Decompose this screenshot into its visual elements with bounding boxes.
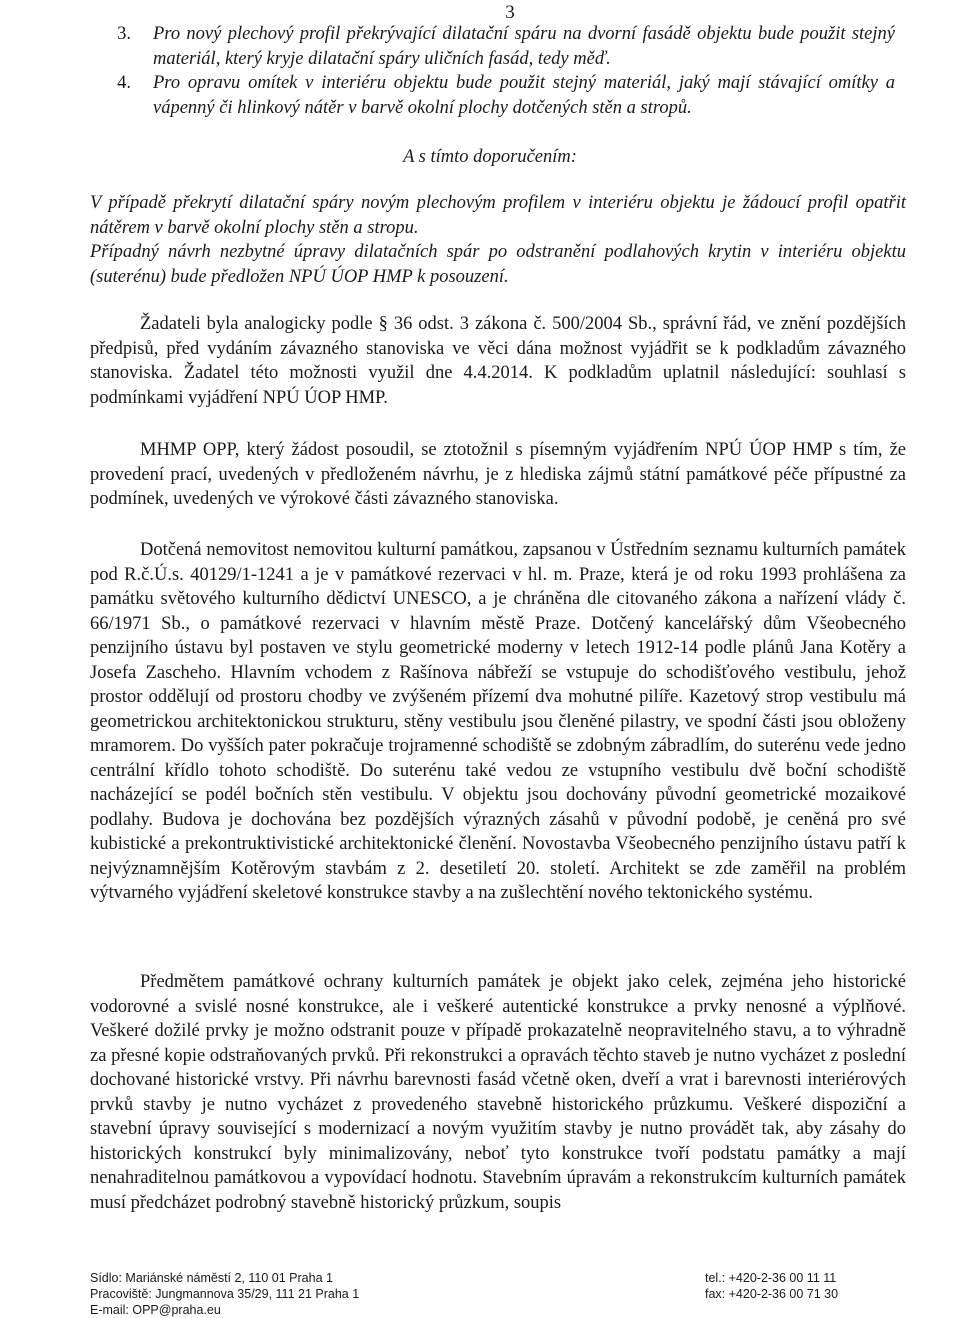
recommendation-block xyxy=(90,191,906,289)
footer-workplace: Pracoviště: Jungmannova 35/29, 111 21 Praha 1 xyxy=(90,1287,360,1301)
list-item xyxy=(95,71,895,120)
conditions-list xyxy=(95,22,895,120)
footer-fax: fax: +420-2-36 00 71 30 xyxy=(705,1287,839,1301)
recommendation-paragraph: V případě překrytí dilatační spáry novým plechovým profilem v interiéru objektu je žádoucí profil opatřit nátěrem v barvě okolní plochy stěn a stropu. xyxy=(90,193,906,238)
body-paragraph-block xyxy=(90,312,906,410)
recommendation-paragraph: Případný návrh nezbytné úpravy dilatačních spár po odstranění podlahových krytin v interiéru objektu (suterénu) bude předložen NPÚ ÚOP HMP k posouzení. xyxy=(90,242,906,287)
list-item xyxy=(95,22,895,71)
body-paragraph: MHMP OPP, který žádost posoudil, se ztotožnil s písemným vyjádřením NPÚ ÚOP HMP s tím, že provedení prací, uvedených v předloženém návrhu, je z hlediska zájmů státní památkové péče přípustné za podmínek, uvedených ve výrokové části závazného stanoviska. xyxy=(90,440,906,509)
body-paragraph: Dotčená nemovitost nemovitou kulturní památkou, zapsanou v Ústředním seznamu kulturních památek pod R.č.Ú.s. 40129/1-1241 a je v památkové rezervaci v hl. m. Praze, která je od roku 1993 prohlášena za památku světového kulturního dědictví UNESCO, a je chráněna dle citovaného zákona a nařízení vlády č. 66/1971 Sb., o památkové rezervaci v hlavním městě Praze. Dotčený kancelářský dům Všeobecného penzijního ústavu byl postaven ve stylu geometrické moderny v letech 1912-14 podle plánů Jana Kotěry a Josefa Zascheho. Hlavním vchodem z Rašínova nábřeží se vstupuje do schodišťového vestibulu, jehož prostor oddělují od prostoru chodby ve zvýšeném přízemí dva mohutné pilíře. Kazetový strop vestibulu má geometrickou architektonickou strukturu, stěny vestibulu jsou členěné pilastry, ve spodní části jsou obloženy mramorem. Do vyšších pater pokračuje trojramenné schodiště se zdobným zábradlím, do suterénu vede jedno centrální křídlo tohoto schodiště. Do suterénu také vedou ze vstupního vestibulu dvě boční schodiště nacházející se podél bočních stěn vestibulu. V objektu jsou dochovány původní geometrické mozaikové podlahy. Budova je dochována bez pozdějších výrazných zásahů v původní podobě, je ceněná pro své kubistické a prekontruktivistické architektonické členění. Novostavba Všeobecného penzijního ústavu patří k nejvýznamnějším Kotěrovým stavbám z 2. desetiletí 20. století. Architekt se zde zaměřil na problém výtvarného vyjádření skeletové konstrukce stavby a na zušlechtění nového tektonického systému. xyxy=(90,540,906,903)
body-paragraph: Předmětem památkové ochrany kulturních památek je objekt jako celek, zejména jeho historické vodorovné a svislé nosné konstrukce, ale i veškeré autentické konstrukce a prvky nenosné a výplňové. Veškeré dožilé prvky je možno odstranit pouze v případě prokazatelně neopravitelného stavu, a to výhradně za přesné kopie odstraňovaných prvků. Při rekonstrukci a opravách těchto staveb je nutno vycházet z poslední dochované historické vrstvy. Při návrhu barevnosti fasád včetně oken, dveří a vrat i barevnosti interiérových prvků stavby je nutno vycházet z provedeného stavebně historického průzkumu. Veškeré dispoziční a stavební úpravy související s modernizací a novým využitím stavby je nutno provádět tak, aby zásahy do historických konstrukcí byly minimalizovány, neboť tyto konstrukce tvoří podstatu památky a mají nenahraditelnou památkovou a vypovídací hodnotu. Stavebním úpravám a rekonstrukcím kulturních památek musí předcházet podrobný stavebně historický průzkum, soupis xyxy=(90,972,906,1213)
footer-tel: tel.: +420-2-36 00 11 11 xyxy=(705,1271,837,1285)
body-paragraph-block xyxy=(90,970,906,1215)
footer-email: E-mail: OPP@praha.eu xyxy=(90,1303,221,1317)
page-number: 3 xyxy=(505,2,515,23)
list-item-text: Pro nový plechový profil překrývající dilatační spáru na dvorní fasádě objektu bude použit stejný materiál, který kryje dilatační spáry uličních fasád, tedy měď. xyxy=(153,24,895,69)
footer-address: Sídlo: Mariánské náměstí 2, 110 01 Praha 1 xyxy=(90,1271,333,1285)
list-item-number: 4. xyxy=(117,73,131,93)
recommendation-heading: A s tímto doporučením: xyxy=(403,147,577,167)
footer-contact-left xyxy=(90,1270,590,1318)
body-paragraph: Žadateli byla analogicky podle § 36 odst. 3 zákona č. 500/2004 Sb., správní řád, ve znění pozdějších předpisů, před vydáním závazného stanoviska ve věci dána možnost vyjádřit se k podkladům závazného stanoviska. Žadatel této možnosti využil dne 4.4.2014. K podkladům uplatnil následující: souhlasí s podmínkami vyjádření NPÚ ÚOP HMP. xyxy=(90,314,906,408)
body-paragraph-block xyxy=(90,438,906,512)
body-paragraph-block xyxy=(90,538,906,906)
footer-contact-right xyxy=(705,1270,905,1302)
list-item-number: 3. xyxy=(117,24,131,44)
list-item-text: Pro opravu omítek v interiéru objektu bude použit stejný materiál, jaký mají stávající omítky a vápenný či hlinkový nátěr v barvě okolní plochy dotčených stěn a stropů. xyxy=(153,73,895,118)
